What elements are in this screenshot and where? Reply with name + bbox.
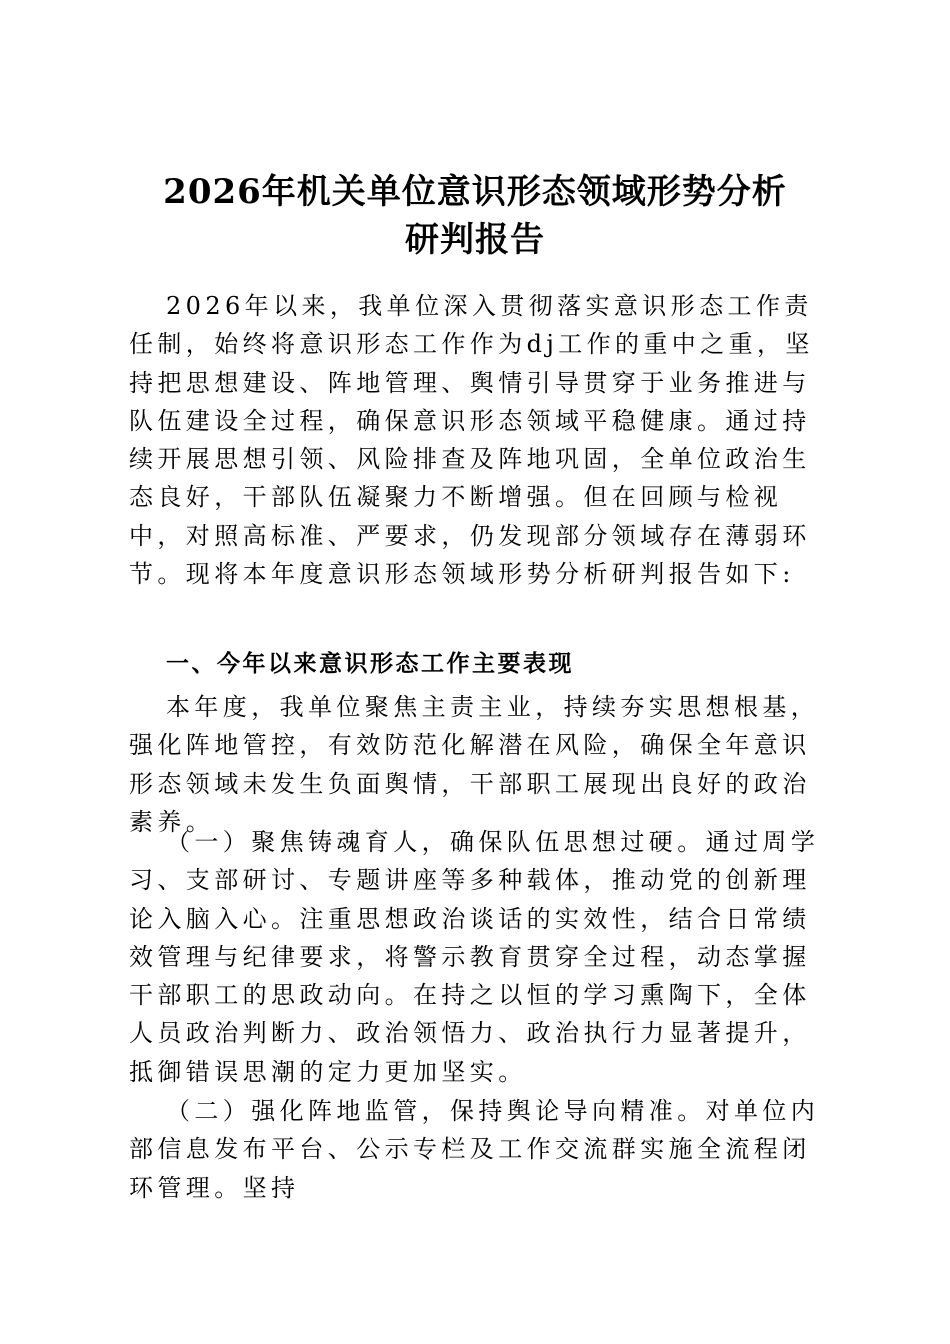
subsection-item-2: （二）强化阵地监管，保持舆论导向精准。对单位内部信息发布平台、公示专栏及工作交流群实施全流程闭环管理。坚持 [129,1097,820,1202]
intro-paragraph: 2026年以来，我单位深入贯彻落实意识形态工作责任制，始终将意识形态工作作为dj工作的重中之重，坚持把思想建设、阵地管理、舆情引导贯穿于业务推进与队伍建设全过程，确保意识形态领域平稳健康。通过持续开展思想引领、风险排查及阵地巩固，全单位政治生态良好，干部队伍凝聚力不断增强。但在回顾与检视中，对照高标准、严要求，仍发现部分领域存在薄弱环节。现将本年度意识形态领域形势分析研判报告如下: [129,292,814,589]
section-heading-1: 一、今年以来意识形态工作主要表现 [166,651,574,677]
document-title-line2: 研判报告 [405,220,545,260]
section1-paragraph: 本年度，我单位聚焦主责主业，持续夯实思想根基，强化阵地管控，有效防范化解潜在风险，确保全年意识形态领域未发生负面舆情，干部职工展现出良好的政治素养。 [129,693,820,836]
subsection-item-1: （一）聚焦铸魂育人，确保队伍思想过硬。通过周学习、支部研讨、专题讲座等多种载体，推动党的创新理论入脑入心。注重思想政治谈话的实效性，结合日常绩效管理与纪律要求，将警示教育贯穿全过程，动态掌握干部职工的思政动向。在持之以恒的学习熏陶下，全体人员政治判断力、政治领悟力、政治执行力显著提升，抵御错误思潮的定力更加坚实。 [129,828,820,1086]
document-title-line1: 2026年机关单位意识形态领域形势分析 [163,172,787,212]
